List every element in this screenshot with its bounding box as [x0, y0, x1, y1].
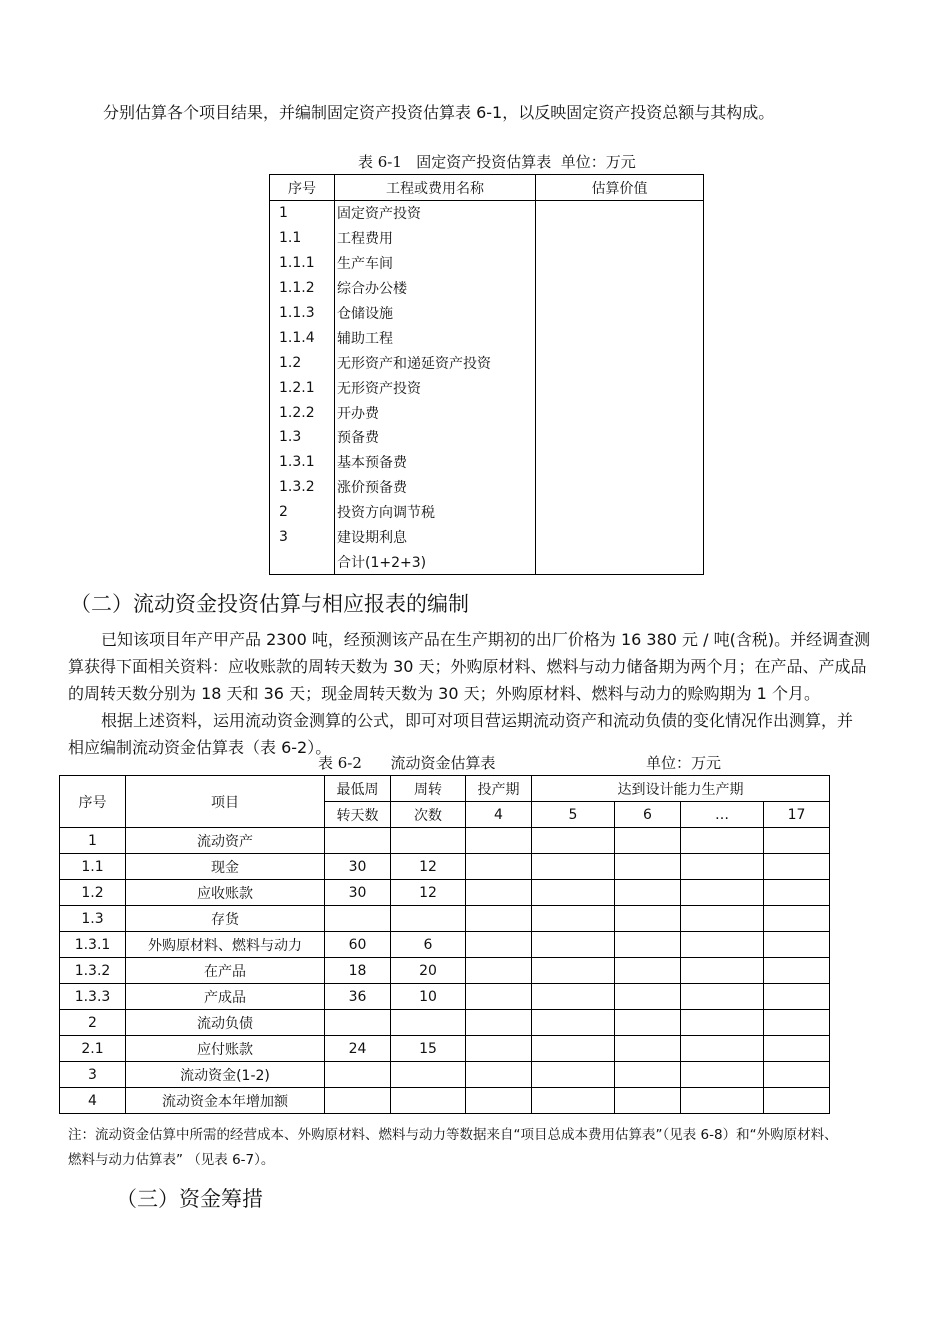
table1-cell-no: 1.2 — [270, 350, 335, 375]
table1-cell-no: 1.1.3 — [270, 301, 335, 326]
table2-cell-days — [325, 1062, 391, 1088]
table2-cell-item: 产成品 — [126, 984, 325, 1010]
table-row — [270, 425, 704, 450]
table2-cell-period-value — [615, 958, 681, 984]
table2-cell-item: 外购原材料、燃料与动力 — [126, 932, 325, 958]
table2-cell-period-value — [681, 906, 764, 932]
table1-cell-name: 无形资产投资 — [335, 375, 536, 400]
table-row — [270, 226, 704, 251]
table1-cell-value — [536, 251, 704, 276]
table1-cell-value — [536, 201, 704, 226]
table2-cell-period-value — [466, 1010, 532, 1036]
table2-year-5: 5 — [532, 802, 615, 828]
table2-cell-period-value — [764, 906, 830, 932]
table2-cell-period-value — [532, 1010, 615, 1036]
table2-cell-days: 30 — [325, 854, 391, 880]
para2-line1: 根据上述资料，运用流动资金测算的公式，即可对项目营运期流动资产和流动负债的变化情况作出测算，并 — [101, 711, 854, 730]
table1-cell-value — [536, 475, 704, 500]
table1-cell-no: 1.3.1 — [270, 450, 335, 475]
table-row — [60, 1088, 830, 1114]
table-row — [60, 1036, 830, 1062]
table2-cell-days: 30 — [325, 880, 391, 906]
table2-cell-times: 20 — [391, 958, 466, 984]
table2-cell-item: 在产品 — [126, 958, 325, 984]
table1-cell-no: 1.1.2 — [270, 276, 335, 301]
table2-cell-times: 10 — [391, 984, 466, 1010]
table1-cell-value — [536, 226, 704, 251]
table2-cell-period-value — [764, 828, 830, 854]
table2-cell-no: 2.1 — [60, 1036, 126, 1062]
table-row — [270, 475, 704, 500]
table-row — [270, 400, 704, 425]
table2-cell-period-value — [532, 906, 615, 932]
table1-cell-no: 1.2.1 — [270, 375, 335, 400]
table2-header-times-1: 周转 — [391, 776, 466, 802]
table2-cell-period-value — [681, 1036, 764, 1062]
table1-cell-name: 投资方向调节税 — [335, 500, 536, 525]
table1-header-no: 序号 — [270, 175, 335, 201]
table1-cell-no: 1.1 — [270, 226, 335, 251]
table2-cell-days: 36 — [325, 984, 391, 1010]
table2-cell-days: 60 — [325, 932, 391, 958]
working-capital-table — [59, 775, 830, 1114]
table2-cell-no: 1.3.2 — [60, 958, 126, 984]
table1-cell-no: 1.1.1 — [270, 251, 335, 276]
table2-cell-period-value — [466, 854, 532, 880]
table2-cell-period-value — [681, 880, 764, 906]
table2-cell-period-value — [681, 854, 764, 880]
table2-cell-times: 6 — [391, 932, 466, 958]
table2-cell-period-value — [615, 1062, 681, 1088]
table1-cell-value — [536, 500, 704, 525]
table1-cell-value — [536, 325, 704, 350]
table1-header-name: 工程或费用名称 — [335, 175, 536, 201]
table1-cell-name: 辅助工程 — [335, 325, 536, 350]
para1-line1: 已知该项目年产甲产品 2300 吨，经预测该产品在生产期初的出厂价格为 16 380 元 / 吨(含税)。并经调查测 — [101, 630, 871, 649]
table2-cell-period-value — [466, 880, 532, 906]
table1-cell-name: 涨价预备费 — [335, 475, 536, 500]
table1-cell-no: 3 — [270, 525, 335, 550]
table2-cell-period-value — [466, 906, 532, 932]
table2-cell-period-value — [615, 1088, 681, 1114]
table2-cell-period-value — [764, 854, 830, 880]
table2-year-ellipsis: … — [681, 802, 764, 828]
table2-cell-times — [391, 828, 466, 854]
table2-cell-no: 1.3 — [60, 906, 126, 932]
table2-cell-period-value — [681, 1010, 764, 1036]
table-row — [270, 276, 704, 301]
table2-cell-period-value — [466, 1062, 532, 1088]
table-row — [60, 932, 830, 958]
table-row — [270, 375, 704, 400]
table1-cell-no: 1.2.2 — [270, 400, 335, 425]
table-row — [60, 906, 830, 932]
table2-header-days-2: 转天数 — [325, 802, 391, 828]
table2-cell-period-value — [681, 932, 764, 958]
fixed-asset-investment-table — [269, 174, 704, 575]
table2-cell-period-value — [466, 932, 532, 958]
table2-cell-times — [391, 1088, 466, 1114]
table1-cell-no: 1.1.4 — [270, 325, 335, 350]
table1-cell-value — [536, 350, 704, 375]
table2-cell-period-value — [532, 828, 615, 854]
table2-cell-period-value — [532, 958, 615, 984]
table2-header-item: 项目 — [126, 776, 325, 828]
para1-line3: 的周转天数分别为 18 天和 36 天；现金周转天数为 30 天；外购原材料、燃料与动力的赊购期为 1 个月。 — [68, 684, 820, 703]
table2-cell-period-value — [615, 828, 681, 854]
section2-paragraphs — [68, 626, 908, 761]
table-row — [60, 828, 830, 854]
table2-cell-times: 12 — [391, 880, 466, 906]
table2-cell-item: 流动资金(1-2) — [126, 1062, 325, 1088]
table2-cell-period-value — [615, 932, 681, 958]
section2-heading: （二）流动资金投资估算与相应报表的编制 — [70, 592, 469, 616]
table2-cell-period-value — [681, 984, 764, 1010]
table-row — [270, 350, 704, 375]
table2-cell-period-value — [615, 1036, 681, 1062]
table-row — [60, 1010, 830, 1036]
table1-cell-no — [270, 549, 335, 574]
table2-cell-days — [325, 906, 391, 932]
table2-cell-period-value — [466, 1088, 532, 1114]
table2-cell-times: 15 — [391, 1036, 466, 1062]
table2-cell-no: 1.1 — [60, 854, 126, 880]
table2-header-design: 达到设计能力生产期 — [532, 776, 830, 802]
table-row — [270, 325, 704, 350]
table2-cell-period-value — [681, 1088, 764, 1114]
table1-cell-no: 1 — [270, 201, 335, 226]
table2-cell-period-value — [532, 854, 615, 880]
table-row — [60, 958, 830, 984]
table2-cell-period-value — [681, 1062, 764, 1088]
table2-cell-period-value — [466, 958, 532, 984]
table2-year-17: 17 — [764, 802, 830, 828]
table1-cell-name: 建设期利息 — [335, 525, 536, 550]
para1-line2: 算获得下面相关资料：应收账款的周转天数为 30 天；外购原材料、燃料与动力储备期为两个月；在产品、产成品 — [68, 657, 867, 676]
table2-cell-period-value — [615, 906, 681, 932]
table1-cell-no: 2 — [270, 500, 335, 525]
table2-cell-no: 3 — [60, 1062, 126, 1088]
table2-cell-no: 1.3.3 — [60, 984, 126, 1010]
table2-unit: 单位：万元 — [646, 754, 722, 772]
table1-cell-value — [536, 450, 704, 475]
table-row — [60, 984, 830, 1010]
table2-cell-period-value — [532, 984, 615, 1010]
table2-cell-period-value — [615, 1010, 681, 1036]
table2-header-start: 投产期 — [466, 776, 532, 802]
table-row — [270, 500, 704, 525]
table1-cell-name: 基本预备费 — [335, 450, 536, 475]
table2-cell-period-value — [532, 1036, 615, 1062]
table1-cell-value — [536, 301, 704, 326]
table2-header-no: 序号 — [60, 776, 126, 828]
table-row — [60, 854, 830, 880]
table1-cell-value — [536, 525, 704, 550]
table-row — [270, 201, 704, 226]
table2-cell-item: 应收账款 — [126, 880, 325, 906]
table2-cell-days — [325, 1010, 391, 1036]
table2-header-times-2: 次数 — [391, 802, 466, 828]
table1-header-value: 估算价值 — [536, 175, 704, 201]
table2-cell-no: 4 — [60, 1088, 126, 1114]
table1-cell-name: 合计(1+2+3) — [335, 549, 536, 574]
table2-cell-days: 18 — [325, 958, 391, 984]
table1-cell-value — [536, 425, 704, 450]
table1-cell-name: 综合办公楼 — [335, 276, 536, 301]
table2-year-4: 4 — [466, 802, 532, 828]
table2-header-days-1: 最低周 — [325, 776, 391, 802]
table2-cell-period-value — [764, 1062, 830, 1088]
table1-cell-name: 固定资产投资 — [335, 201, 536, 226]
table2-cell-item: 流动资产 — [126, 828, 325, 854]
table2-cell-period-value — [532, 932, 615, 958]
table2-cell-period-value — [764, 880, 830, 906]
table2-cell-no: 2 — [60, 1010, 126, 1036]
table2-year-6: 6 — [615, 802, 681, 828]
table-row — [60, 880, 830, 906]
table2-note-line1: 注：流动资金估算中所需的经营成本、外购原材料、燃料与动力等数据来自“项目总成本费用估算表”（见表 6-8）和“外购原材料、 — [68, 1127, 838, 1143]
table2-note-line2: 燃料与动力估算表” （见表 6-7）。 — [68, 1152, 275, 1168]
table2-cell-times — [391, 1062, 466, 1088]
table2-cell-period-value — [532, 1062, 615, 1088]
table1-cell-name: 开办费 — [335, 400, 536, 425]
table2-cell-item: 应付账款 — [126, 1036, 325, 1062]
table2-cell-times — [391, 1010, 466, 1036]
table2-cell-period-value — [532, 880, 615, 906]
table1-cell-no: 1.3 — [270, 425, 335, 450]
table-row — [270, 301, 704, 326]
table1-cell-no: 1.3.2 — [270, 475, 335, 500]
table2-cell-period-value — [615, 984, 681, 1010]
table1-cell-value — [536, 375, 704, 400]
table1-cell-value — [536, 276, 704, 301]
table2-cell-period-value — [466, 984, 532, 1010]
table2-cell-item: 流动资金本年增加额 — [126, 1088, 325, 1114]
table2-cell-period-value — [615, 854, 681, 880]
table2-cell-times: 12 — [391, 854, 466, 880]
table2-cell-period-value — [764, 1088, 830, 1114]
table-row — [270, 450, 704, 475]
table2-cell-item: 存货 — [126, 906, 325, 932]
table1-cell-value — [536, 400, 704, 425]
table2-cell-period-value — [615, 880, 681, 906]
table2-cell-times — [391, 906, 466, 932]
table-row — [270, 251, 704, 276]
table1-caption: 表 6-1 固定资产投资估算表 单位：万元 — [358, 153, 636, 171]
table1-cell-value — [536, 549, 704, 574]
section3-heading: （三）资金筹措 — [116, 1187, 263, 1211]
table2-cell-period-value — [532, 1088, 615, 1114]
table2-cell-period-value — [764, 958, 830, 984]
table1-cell-name: 生产车间 — [335, 251, 536, 276]
table2-cell-period-value — [764, 1010, 830, 1036]
table2-cell-item: 现金 — [126, 854, 325, 880]
table1-cell-name: 预备费 — [335, 425, 536, 450]
table1-cell-name: 工程费用 — [335, 226, 536, 251]
table2-cell-no: 1 — [60, 828, 126, 854]
table-row — [270, 525, 704, 550]
table2-cell-period-value — [764, 984, 830, 1010]
table2-cell-period-value — [466, 828, 532, 854]
intro-paragraph: 分别估算各个项目结果，并编制固定资产投资估算表 6-1，以反映固定资产投资总额与其构成。 — [103, 103, 775, 122]
table2-cell-period-value — [681, 958, 764, 984]
para2-line2: 相应编制流动资金估算表（表 6-2）。 — [68, 738, 332, 757]
table2-caption: 表 6-2 流动资金估算表 — [318, 754, 496, 772]
table2-cell-no: 1.3.1 — [60, 932, 126, 958]
table1-cell-name: 无形资产和递延资产投资 — [335, 350, 536, 375]
table2-cell-days — [325, 828, 391, 854]
table-row — [60, 1062, 830, 1088]
table2-cell-item: 流动负债 — [126, 1010, 325, 1036]
table2-cell-days — [325, 1088, 391, 1114]
table2-cell-days: 24 — [325, 1036, 391, 1062]
table2-cell-period-value — [764, 932, 830, 958]
table2-cell-no: 1.2 — [60, 880, 126, 906]
table2-cell-period-value — [764, 1036, 830, 1062]
table2-cell-period-value — [681, 828, 764, 854]
table1-cell-name: 仓储设施 — [335, 301, 536, 326]
table-row — [270, 549, 704, 574]
table2-cell-period-value — [466, 1036, 532, 1062]
